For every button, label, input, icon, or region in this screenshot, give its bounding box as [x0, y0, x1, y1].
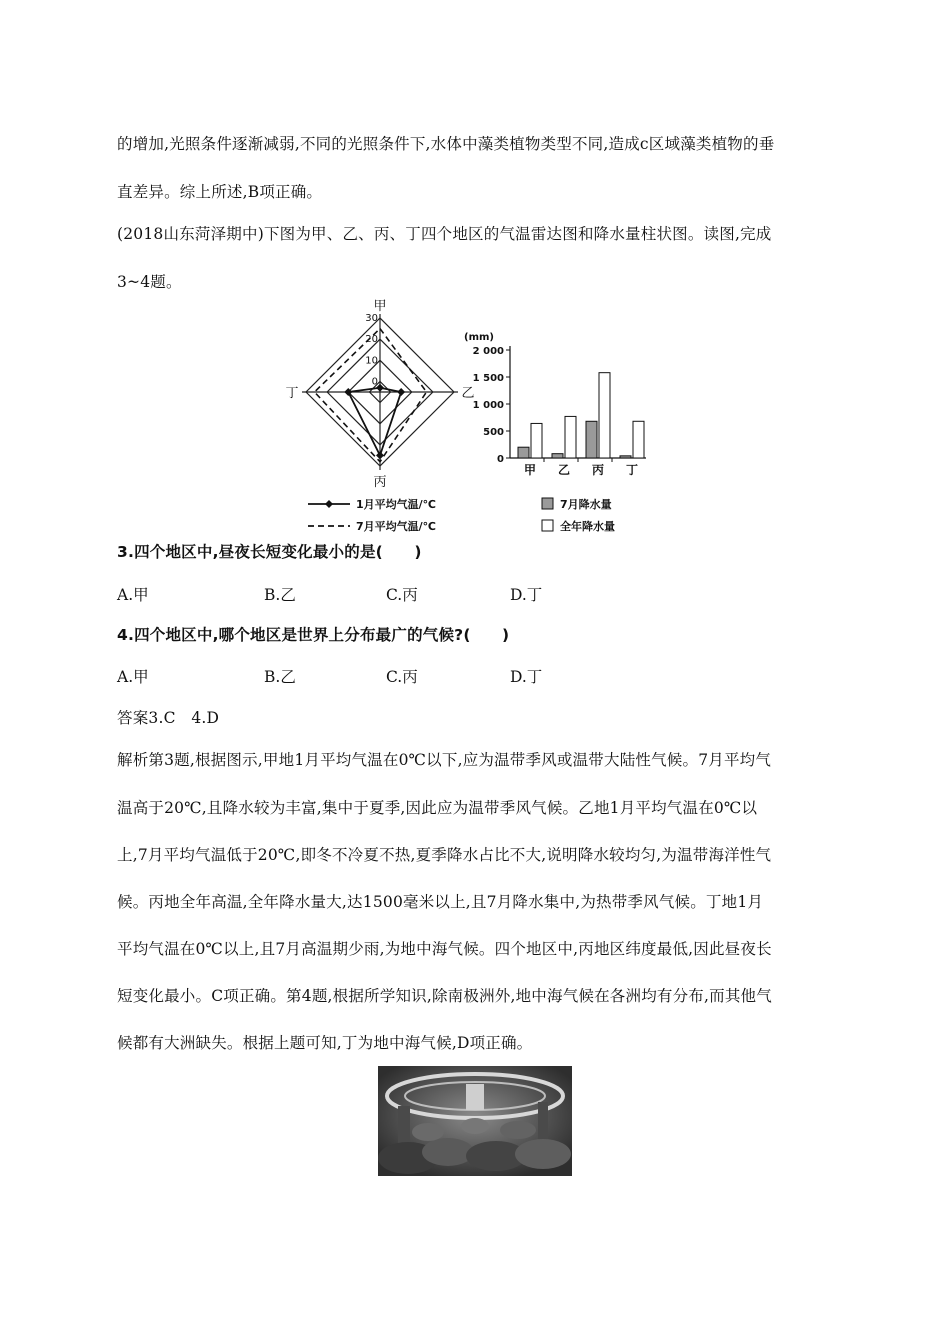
bar-y-unit: (mm) [464, 332, 494, 343]
radar-chart [285, 299, 474, 533]
annual-precip-bar [565, 416, 576, 458]
legend-label: 1月平均气温/℃ [356, 498, 436, 511]
legend-swatch [542, 498, 553, 509]
jan-temp-point [376, 451, 384, 459]
annual-precip-bar [633, 421, 644, 458]
q4-option-b: B.乙 [264, 668, 296, 686]
legend-label: 7月降水量 [560, 498, 612, 511]
radar-scale-label: 10 [365, 355, 378, 367]
radar-axis-label: 乙 [461, 386, 475, 401]
climate-figure [280, 296, 660, 542]
legend-label: 7月平均气温/℃ [356, 520, 436, 533]
q4-option-d: D.丁 [510, 668, 543, 686]
intro-line: (2018山东菏泽期中)下图为甲、乙、丙、丁四个地区的气温雷达图和降水量柱状图。读图,完成 [117, 225, 772, 243]
bar-chart [464, 332, 646, 533]
bar-y-tick-label: 500 [483, 427, 504, 438]
bar-y-tick-label: 0 [497, 454, 504, 465]
july-precip-bar [552, 454, 563, 458]
bar-y-tick-label: 2 000 [472, 346, 504, 357]
bar-category-label: 乙 [557, 463, 571, 477]
radar-scale-label: 20 [365, 334, 378, 346]
bar-y-tick-label: 1 500 [472, 373, 504, 384]
analysis-line: 候。丙地全年高温,全年降水量大,达1500毫米以上,且7月降水集中,为热带季风气候。丁地1月 [117, 893, 764, 911]
july-precip-bar [620, 456, 631, 458]
paragraph-line: 的增加,光照条件逐渐减弱,不同的光照条件下,水体中藻类植物类型不同,造成c区域藻类植物的垂 [117, 135, 775, 153]
question-3: 3.四个地区中,昼夜长短变化最小的是( ) [117, 543, 422, 561]
figure-svg [280, 296, 660, 538]
radar-axis-label: 丙 [373, 475, 387, 490]
analysis-line: 解析第3题,根据图示,甲地1月平均气温在0℃以下,应为温带季风或温带大陆性气候。7月平均气 [117, 751, 772, 769]
analysis-line: 候都有大洲缺失。根据上题可知,丁为地中海气候,D项正确。 [117, 1034, 533, 1052]
annual-precip-bar [599, 373, 610, 458]
q3-option-b: B.乙 [264, 586, 296, 604]
jan-temp-point [397, 388, 405, 396]
legend-marker [325, 500, 333, 508]
annual-precip-bar [531, 423, 542, 458]
q3-option-a: A.甲 [117, 586, 149, 604]
question-4: 4.四个地区中,哪个地区是世界上分布最广的气候?( ) [117, 626, 510, 644]
intro-line: 3~4题。 [117, 273, 182, 291]
radar-axis-label: 甲 [373, 299, 387, 314]
analysis-line: 上,7月平均气温低于20℃,即冬不冷夏不热,夏季降水占比不大,说明降水较均匀,为温带海洋性气 [117, 846, 772, 864]
analysis-line: 温高于20℃,且降水较为丰富,集中于夏季,因此应为温带季风气候。乙地1月平均气温在0℃以 [117, 799, 758, 817]
legend-label: 全年降水量 [560, 520, 615, 533]
bar-y-tick-label: 1 000 [472, 400, 504, 411]
radar-scale-label: 0 [371, 376, 378, 388]
legend-swatch [542, 520, 553, 531]
greenhouse-photo [378, 1066, 572, 1176]
july-precip-bar [586, 421, 597, 458]
bar-category-label: 丙 [591, 463, 605, 477]
q4-option-c: C.丙 [386, 668, 418, 686]
analysis-line: 短变化最小。C项正确。第4题,根据所学知识,除南极洲外,地中海气候在各洲均有分布,而其他气 [117, 987, 772, 1005]
radar-axis-label: 丁 [285, 386, 299, 401]
july-precip-bar [518, 447, 529, 458]
radar-scale-label: 30 [365, 313, 378, 324]
q3-option-c: C.丙 [386, 586, 418, 604]
q3-option-d: D.丁 [510, 586, 543, 604]
analysis-line: 平均气温在0℃以上,且7月高温期少雨,为地中海气候。四个地区中,丙地区纬度最低,因此昼夜长 [117, 940, 772, 958]
bar-category-label: 丁 [625, 463, 639, 477]
q4-option-a: A.甲 [117, 668, 149, 686]
bar-category-label: 甲 [523, 463, 537, 477]
paragraph-line: 直差异。综上所述,B项正确。 [117, 183, 323, 201]
answer-line: 答案3.C 4.D [117, 709, 220, 727]
